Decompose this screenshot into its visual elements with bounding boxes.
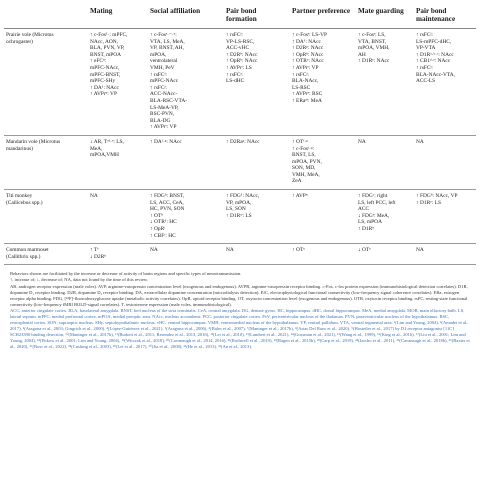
header-partner-preference: Partner preference — [290, 4, 356, 29]
cell-line: mPFC-SHy — [90, 78, 116, 85]
cell-line: ↑ AVPrᵖ: VP — [90, 91, 117, 98]
cell-line: LS, ACC, CeA, — [150, 199, 184, 206]
cell-line: NA — [150, 247, 158, 254]
pair-bond-maintenance-cell — [414, 244, 476, 265]
cell-line: ↑ AVPrʳ: VP — [150, 124, 177, 131]
cell-line: ↑ OTRˣ: NAcc — [292, 58, 324, 65]
pair-bond-maintenance-cell — [414, 190, 476, 244]
cell-line: BLA-RSC-VTA- — [150, 97, 188, 104]
cell-line: ↑ D1Rʸ: LS — [416, 199, 441, 206]
cell-line: NA — [226, 247, 234, 254]
cell-line: mPFC-BNST, — [90, 71, 121, 78]
cell-line: ↑ rsFCʲ: — [226, 71, 243, 78]
cell-line: BNST, mPOA — [90, 51, 122, 58]
table-row — [4, 244, 476, 265]
cell-line: mPOA, PVN, — [292, 158, 322, 165]
footnote-symbols: ↑, increase of; ↓, decrease of; NA, data not found by the time of this review. — [10, 277, 148, 283]
cell-line: LS, mPOA — [358, 219, 382, 226]
cell-line: ↑ D1Rᵃ·ᵇ·ᶜ: NAcc — [416, 51, 454, 58]
mating-cell — [88, 135, 148, 189]
cell-line: ↑ AVPrᵗ: LS — [226, 64, 252, 71]
species-cell — [4, 29, 88, 136]
cell-line: NA — [358, 138, 366, 145]
header-social-affiliation: Social affiliation — [148, 4, 224, 29]
cell-line: ↑ rsFCʲ: — [226, 32, 243, 38]
cell-line: ↑ FDGᶜ: right — [358, 193, 388, 200]
cell-line: mPOA, — [150, 51, 167, 58]
cell-line: ↑ c-Fosᶠ·ᵍ: — [292, 145, 315, 152]
species-name-line: ochrogaster) — [6, 38, 33, 45]
mating-cell — [88, 29, 148, 136]
cell-line: ↑ OTˣ — [292, 247, 305, 254]
cell-line: ↓ FDGˢ: MeA, — [358, 212, 390, 219]
footnote-measures: AR, androgen receptor expression (male voles). AVP, arginine-vasopressin concentration level (exogenous and endogenous). AVPR, arginine-vasopressin receptor binding. c-Fos, c-fos protein expression (immunohistological detection correlates). D1R, dopamine D₁ receptor binding. D2R, dopamine D₂ receptor binding. DA, extracellular dopamine concentration (microdialysis detection). EfC, electrophysiological functional connectivity (low-frequency signal coherence correlates). ERa, estrogen receptor alpha binding. FDG, [¹⁸F]-fluorodeoxyglucose uptake (metabolic activity correlates). OpR, opioid receptor binding. OT, oxytocin concentration level (exogenous and endogenous). OTR, oxytocin receptor binding. rsFC, resting-state functional connectivity (low-frequency fMRI BOLD-signal correlates). T, testosterone expression (male voles, immunohistological). — [10, 283, 468, 307]
cell-line: ↑ CB1ᵈ·ᵉ: NAcc — [416, 58, 451, 65]
cell-line: ↑ rsFCʲ: — [150, 84, 167, 91]
species-name-line: Common marmoset — [6, 247, 49, 254]
header-species — [4, 4, 88, 29]
species-name-line: (Callithrix spp.) — [6, 253, 41, 260]
cell-line: VP-LS-RSC, — [226, 38, 255, 45]
table-footnotes — [4, 265, 476, 350]
cell-line: ↑ eFCⁿ: — [90, 58, 107, 65]
cell-line: MeA, — [90, 145, 103, 152]
cell-line: BLA-DG — [150, 117, 171, 124]
social-affiliation-cell — [148, 29, 224, 136]
pair-bond-maintenance-cell — [414, 135, 476, 189]
cell-line: ↑ D1Rʸ: NAcc — [358, 58, 390, 65]
cell-line: NA — [416, 247, 424, 254]
mating-cell — [88, 244, 148, 265]
pair-bond-formation-cell — [224, 190, 290, 244]
cell-line: VTA, BNST, — [358, 38, 387, 45]
cell-line: ↑ c-Fosˢ: LS, — [358, 32, 386, 38]
species-name-line: (Callicebus spp.) — [6, 199, 43, 206]
cell-line: LS-mPFC-dHC, — [416, 38, 452, 45]
cell-line: mPFC-NAcc, — [90, 64, 120, 71]
cell-line: LS-dHC — [226, 78, 245, 85]
pair-bond-formation-cell — [224, 135, 290, 189]
table-header-row — [4, 4, 476, 29]
brain-activity-table — [4, 4, 476, 265]
cell-line: ↑ c-Fos¹·: mPFC, — [90, 32, 128, 38]
social-affiliation-cell — [148, 244, 224, 265]
cell-line: VTA, LS, MeA, — [150, 38, 185, 45]
cell-line: VP, mPOA, — [226, 199, 252, 206]
cell-line: LS, SON — [226, 206, 246, 213]
species-name-line: Mandarin vole (Microtus — [6, 138, 61, 145]
cell-line: ↓ D2Rʰ — [90, 253, 106, 260]
cell-line: ↑ OTʰ — [150, 212, 163, 219]
footnote-abbreviations-and-references: ACC, anterior cingulate cortex. BLA, basolateral amygdala. BNST, bed nucleus of the stria terminalis. CeA, central amygdala. DG, dentate gyrus. HC, hippocampus. dHC, dorsal hippocampus. MeA, medial amygdala. MOB, main olfactory bulb. LS, lateral septum. mPFC, medial prefrontal cortex. mPOA, medial preoptic area. NAcc, nucleus accumbens. PCC, posterior cingulate cortex. PeV, periventricular nucleus of the thalamus. PVN, paraventricular nucleus of the hypothalamus. RSC, retrosplenial cortex. SON, supraoptic nucleus. SHy, septohypothalamic nucleus. vHC, ventral hippocampus. VMH, ventromedial nucleus of the hypothalamus. VP, ventral pallidum. VTA, ventral tegmental area. ¹(Lim and Young, 2004), ²(Amadei et al., 2017), ³(Aragona et al., 2003; Gingrich et al., 2000), ⁴(López-Gutiérrez et al., 2021), ⁵(Aragona et al., 2006), ⁶(Bales et al., 2007), ⁷(Maninger et al., 2017b), ⁸(Arias Del Razo et al., 2020), ⁹(Hostetler et al., 2017) by D1 receptor antagonist [11C] SCH23390 binding detection, ¹⁰(Maninger et al., 2017b), ¹¹(Burkett et al., 2011; Resendez et al., 2013, 2016), ¹²(Lei et al., 2010), ¹³(Lambert et al., 2021), ¹⁴(Gossman et al., 2021), ¹⁵(Wang et al., 1999), ¹⁶(King et al., 2016), ¹⁷(Liu et al., 2001; Lim and Young, 2004), ¹⁸(Pitkow et al., 2001; Lim and Young, 2004), ¹⁹(Witczak et al., 2018), ²⁰(Cavanaugh et al., 2014, 2016), ²¹(Rothwell et al., 2019), ²²(Ragen et al., 2015b), ²³(Carp et al., 2019), ²⁴(Jarcho et al., 2011), ²⁵(Cavanaugh et al., 2018b), ²⁶(Baxter et al., 2020), ²⁷(Bosc et al., 2022), ²⁸(Cushing et al., 2003), ²⁹(Lei et al., 2017), ³⁰(Jia et al., 2008), ³¹(He et al., 2013), ³²(An et al., 2013). — [10, 307, 470, 349]
cell-line: ↑ AVPrʳ: VP — [292, 64, 319, 71]
cell-line: ↑ D1Rʷ: LS — [226, 212, 252, 219]
mate-guarding-cell — [356, 135, 414, 189]
cell-line: AH — [358, 51, 366, 58]
cell-line: ↑ AVPʰ — [292, 193, 308, 200]
cell-line: ↑ OpRᵗ — [150, 226, 166, 233]
cell-line: ↑ FDGʰ: NAcc, VP — [416, 193, 458, 200]
cell-line: ↑ rsFCʲ: — [292, 71, 309, 78]
cell-line: ACC-LS — [416, 78, 436, 85]
pair-bond-formation-cell — [224, 29, 290, 136]
cell-line: mPOA,VMH — [90, 152, 119, 159]
cell-line: ↑ Tˢ — [90, 247, 99, 254]
cell-line: BLA-NAcc, — [292, 78, 319, 85]
header-mate-guarding: Mate guarding — [356, 4, 414, 29]
cell-line: ZeA — [292, 178, 302, 185]
table-row — [4, 190, 476, 244]
cell-line: ventrolateral — [150, 58, 178, 65]
partner-preference-cell — [290, 244, 356, 265]
pair-bond-formation-cell — [224, 244, 290, 265]
mating-cell — [88, 190, 148, 244]
cell-line: ↑ DA¹: NAcc — [292, 38, 321, 45]
cell-line: ↑ rsFCʲ: — [416, 64, 433, 71]
table-row — [4, 29, 476, 136]
cell-line: ↑ rsFCʲ: — [416, 32, 433, 38]
cell-line: ACC — [358, 206, 370, 213]
header-pair-bond-formation: Pair bond formation — [224, 4, 290, 29]
cell-line: ↓ OTR¹: HC — [150, 219, 177, 226]
cell-line: ↑ D2Rᵖ: NAcc — [292, 45, 324, 52]
cell-line: VMH, MeA, — [292, 171, 320, 178]
cell-line: ↑ D1Rʰ — [358, 226, 374, 233]
cell-line: HC, PVN, SON — [150, 206, 185, 213]
cell-line: mPOA, VMH, — [358, 45, 390, 52]
cell-line: ↑ c-Fosˢ·⁻·ʸ: — [150, 32, 177, 38]
species-name-line: Prairie vole (Microtus — [6, 32, 54, 38]
cell-line: ↑ ERaᵐ: MeA — [292, 97, 322, 104]
cell-line: RSC-PVN, — [150, 111, 175, 118]
header-mating: Mating — [88, 4, 148, 29]
cell-line: ↑ c-Fosˢ: LS-VP — [292, 32, 327, 38]
cell-line: ↓ OTˣ — [358, 247, 371, 254]
cell-line: ↑ rsFCʲ: — [150, 71, 167, 78]
cell-line: LS-MeA-VP, — [150, 104, 179, 111]
cell-line: ↑ FDG¹: NAcc, — [226, 193, 260, 200]
cell-line: VMH, PeV — [150, 64, 175, 71]
social-affiliation-cell — [148, 135, 224, 189]
mate-guarding-cell — [356, 190, 414, 244]
cell-line: BLA-NAcc-VTA, — [416, 71, 455, 78]
cell-line: LS, left PCC, left — [358, 199, 396, 206]
pair-bond-maintenance-cell — [414, 29, 476, 136]
cell-line: ↑ OpRʰ: NAcc — [226, 58, 258, 65]
species-name-line: Titi monkey — [6, 193, 33, 200]
cell-line: ↑ CBFʳ: HC — [150, 232, 176, 239]
cell-line: ↑ OTᶠ·ᵍ — [292, 138, 308, 145]
partner-preference-cell — [290, 190, 356, 244]
cell-line: VP-VTA — [416, 45, 436, 52]
cell-line: BNST, LS, — [292, 152, 316, 159]
cell-line: ↑ DA¹: NAcc — [90, 84, 119, 91]
species-cell — [4, 190, 88, 244]
species-cell — [4, 244, 88, 265]
partner-preference-cell — [290, 135, 356, 189]
cell-line: ↑ DAᶠ·ᵍ: NAcc — [150, 138, 182, 145]
species-cell — [4, 135, 88, 189]
cell-line: ↓ AR, Tᶜᵈ·ᵉ: LS, — [90, 138, 124, 145]
species-name-line: mandarinus) — [6, 145, 33, 152]
cell-line: ACC-NAcc- — [150, 91, 178, 98]
cell-line: ↑ AVPrˣ: RSC — [292, 91, 323, 98]
cell-line: NA — [416, 138, 424, 145]
cell-line: ↑ D2Rʰ: NAcc — [226, 51, 258, 58]
cell-line: VP, BNST, AH, — [150, 45, 184, 52]
footnote-behaviors: Behaviors shown are facilitated by the increase or decrease of activity of brain regions and specific types of neurotransmission. — [10, 271, 242, 277]
cell-line: ↑ FDGʰ: BNST, — [150, 193, 185, 200]
mate-guarding-cell — [356, 29, 414, 136]
cell-line: ↑ D2Raᵍ: NAcc — [226, 138, 260, 145]
cell-line: LS-RSC — [292, 84, 311, 91]
cell-line: NA — [90, 193, 98, 200]
social-affiliation-cell — [148, 190, 224, 244]
mate-guarding-cell — [356, 244, 414, 265]
cell-line: SON, MD, — [292, 165, 316, 172]
cell-line: ACC-vHC — [226, 45, 250, 52]
header-pair-bond-maintenance: Pair bond maintenance — [414, 4, 476, 29]
cell-line: BLA, PVN, VP, — [90, 45, 125, 52]
partner-preference-cell — [290, 29, 356, 136]
cell-line: mPFC-NAcc — [150, 78, 179, 85]
cell-line: NAcc, AON, — [90, 38, 118, 45]
table-row — [4, 135, 476, 189]
cell-line: ↑ OpRʰ: NAcc — [292, 51, 324, 58]
